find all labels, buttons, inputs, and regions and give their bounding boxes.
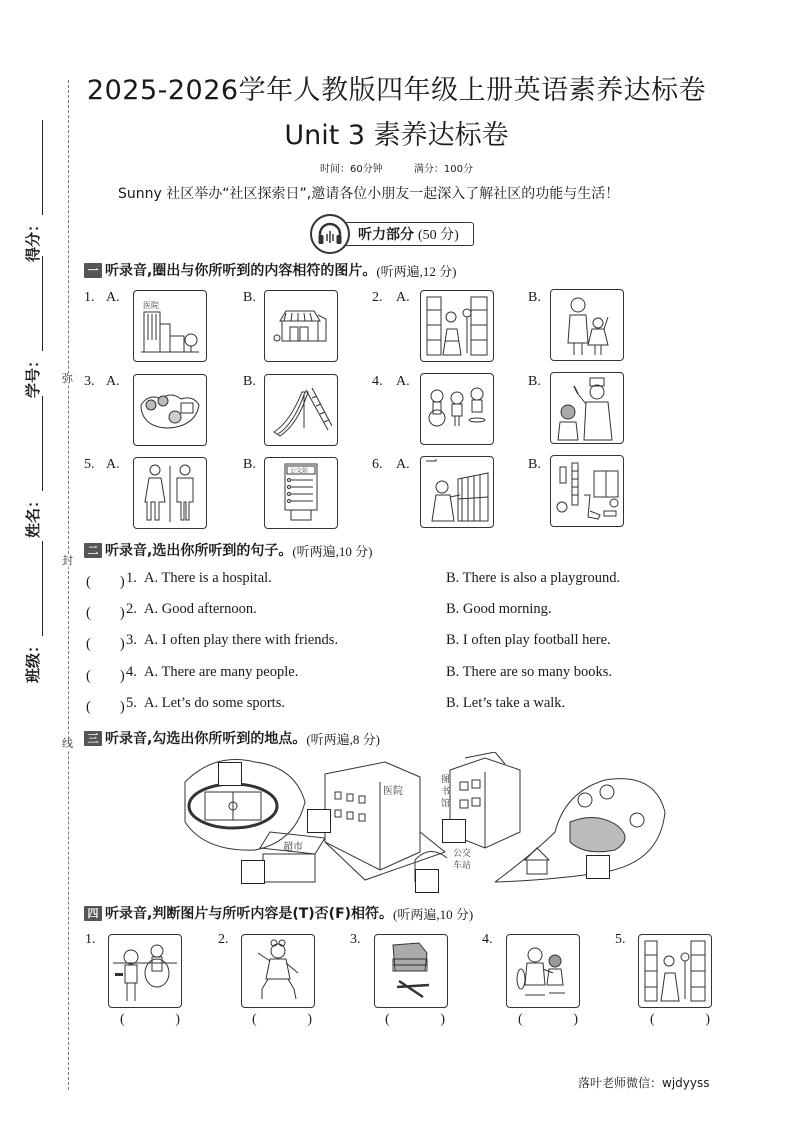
name-blank[interactable] [28, 396, 43, 491]
q5-number: 5. [84, 457, 95, 472]
section4-badge: 四 [84, 906, 102, 921]
girl-in-library-icon [643, 939, 707, 1003]
tf-answer-1[interactable]: ( ) [120, 1012, 180, 1027]
q2-option-a-library[interactable] [420, 290, 494, 362]
option-a: A. There is a hospital. [144, 570, 272, 586]
tf-picture-1 [108, 934, 182, 1008]
section3-badge: 三 [84, 731, 102, 746]
checkbox-bus-stop[interactable] [415, 869, 439, 893]
class-blank[interactable] [28, 541, 43, 636]
svg-text:图: 图 [441, 775, 451, 785]
answer-blank[interactable]: ( ) [86, 636, 125, 652]
section2-heading: 二 听录音,选出你所听到的句子。 (听两遍,10 分) [84, 540, 373, 560]
student-number-blank[interactable] [28, 256, 43, 351]
answer-blank[interactable]: ( ) [86, 699, 125, 715]
footer-contact: 落叶老师微信：wjdyyss [578, 1076, 710, 1090]
girl-at-bookshelf-icon [424, 459, 490, 525]
tf-answer-3[interactable]: ( ) [385, 1012, 445, 1027]
option-a: A. Let’s do some sports. [144, 695, 285, 711]
answer-blank[interactable]: ( ) [86, 574, 125, 590]
section3-heading: 三 听录音,勾选出你所听到的地点。 (听两遍,8 分) [84, 728, 380, 748]
svg-text:公交站: 公交站 [290, 467, 309, 475]
tf-picture-3 [374, 934, 448, 1008]
nurse-giving-injection-icon [556, 374, 618, 442]
tf-answer-5[interactable]: ( ) [650, 1012, 710, 1027]
q1-option-a-hospital[interactable] [133, 290, 207, 362]
restroom-sign-icon [141, 462, 199, 524]
exam-full-score: 满分：100分 [413, 164, 473, 175]
books-and-pencils-icon [379, 939, 443, 1003]
checkbox-hospital[interactable] [307, 809, 331, 833]
girl-doing-taichi-icon [246, 939, 310, 1003]
checkbox-supermarket[interactable] [241, 860, 265, 884]
tf-picture-4 [506, 934, 580, 1008]
student-number-field[interactable]: 学号： [22, 256, 43, 398]
answer-blank[interactable]: ( ) [86, 668, 125, 684]
option-b: B. There is also a playground. [446, 570, 621, 586]
section1-heading: 一 听录音,圈出与你所听到的内容相符的图片。 (听两遍,12 分) [84, 260, 457, 280]
q3-option-b-slide[interactable] [264, 374, 338, 446]
option-b: B. There are so many books. [446, 664, 613, 680]
q2-option-b-mother-daughter[interactable] [550, 289, 624, 361]
svg-text:车站: 车站 [453, 861, 472, 871]
q1-number: 1. [84, 290, 95, 305]
option-b: B. I often play football here. [446, 632, 611, 648]
doctor-with-girl-icon [511, 939, 575, 1003]
checkbox-park[interactable] [586, 855, 610, 879]
svg-text:馆: 馆 [441, 799, 451, 809]
score-field[interactable]: 得分： [22, 120, 43, 262]
exam-time: 时间：60分钟 [319, 164, 383, 175]
headphones-icon [310, 214, 350, 254]
page-title: 2025-2026学年人教版四年级上册英语素养达标卷 [86, 75, 707, 106]
option-b: B. Let’s take a walk. [446, 695, 566, 711]
option-a: A. I often play there with friends. [144, 632, 339, 648]
girl-in-library-icon [425, 295, 489, 357]
q3-number: 3. [84, 374, 95, 389]
seal-mark-xian: 线 [62, 737, 73, 750]
section2-badge: 二 [84, 543, 102, 558]
class-field[interactable]: 班级： [22, 541, 43, 683]
hospital-building-icon [139, 296, 201, 356]
option-a: A. Good afternoon. [144, 601, 257, 617]
q4-option-b-nurse[interactable] [550, 372, 624, 444]
name-field[interactable]: 姓名： [22, 396, 43, 538]
listening-label-box: 听力部分 (50 分) [342, 222, 474, 246]
q6-number: 6. [372, 457, 383, 472]
binding-dashed-line [68, 80, 69, 1090]
q6-option-a-bookshelf[interactable] [420, 456, 494, 528]
intro-text: Sunny 社区举办“社区探索日”,邀请各位小朋友一起深入了解社区的功能与生活！ [118, 186, 620, 202]
bus-stop-sign-icon [281, 462, 321, 524]
svg-text:医院: 医院 [143, 301, 159, 310]
svg-text:超市: 超市 [283, 842, 303, 853]
mother-and-daughter-icon [558, 293, 616, 357]
boys-exercising-icon [113, 939, 177, 1003]
section1-badge: 一 [84, 263, 102, 278]
shop-building-icon [270, 301, 332, 351]
park-icon [137, 387, 203, 433]
answer-blank[interactable]: ( ) [86, 605, 125, 621]
q4-option-a-kids-playing[interactable] [420, 373, 494, 445]
slide-icon [270, 382, 332, 438]
tf-picture-2 [241, 934, 315, 1008]
q5-option-a-restroom[interactable] [133, 457, 207, 529]
checkbox-playground[interactable] [218, 762, 242, 786]
q4-number: 4. [372, 374, 383, 389]
tf-picture-5 [638, 934, 712, 1008]
checkbox-library[interactable] [442, 819, 466, 843]
q5-option-b-bus-stop[interactable] [264, 457, 338, 529]
kids-playing-icon [425, 384, 489, 434]
exam-meta [0, 160, 793, 175]
section4-heading: 四 听录音,判断图片与所听内容是(T)否(F)相符。 (听两遍,10 分) [84, 903, 473, 923]
seal-mark-feng: 封 [62, 554, 73, 567]
option-b: B. Good morning. [446, 601, 552, 617]
svg-text:医院: 医院 [383, 786, 403, 797]
tf-answer-4[interactable]: ( ) [518, 1012, 578, 1027]
listening-section-banner [310, 220, 474, 248]
q2-number: 2. [372, 290, 383, 305]
tf-answer-2[interactable]: ( ) [252, 1012, 312, 1027]
svg-text:书: 书 [441, 787, 451, 797]
q3-option-a-park[interactable] [133, 374, 207, 446]
q6-option-b-gym[interactable] [550, 455, 624, 527]
seal-mark-mi: 弥 [62, 372, 73, 385]
option-a: A. There are many people. [144, 664, 299, 680]
gym-room-icon [554, 461, 620, 521]
svg-text:公交: 公交 [453, 849, 472, 859]
q1-option-b-supermarket[interactable] [264, 290, 338, 362]
page-subtitle: Unit 3 素养达标卷 [284, 120, 509, 151]
community-map [175, 752, 675, 892]
